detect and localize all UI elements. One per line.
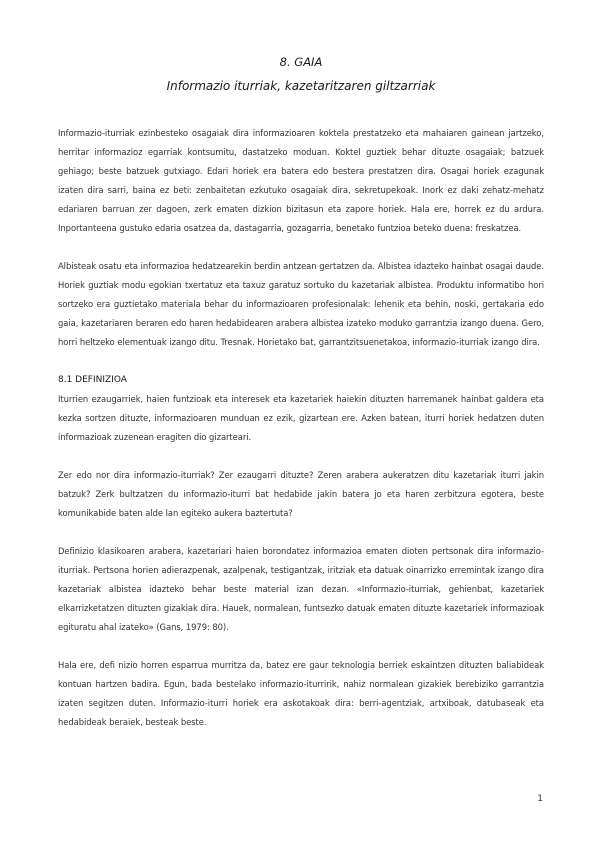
section-paragraph: Iturrien ezaugarriek, haien funtzioak eta interesek eta kazetariek haiekin dituzten harremanek hainbat galdera eta kezka sortzen dituzte, informazioaren munduan ez ezik, gizartean ere. Azken batean, iturri horiek hedatzen duten informazioak zuzenean eragiten dio gizarteari. (58, 394, 544, 442)
section-paragraph: Zer edo nor dira informazio-iturriak? Zer ezaugarri dituzte? Zeren arabera aukeratzen ditu kazetariak iturri jakin batzuk? Zerk bultzatzen du informazio-iturri bat hedabide jakin batera jo eta haren zerbitzura egotera, beste komunikabide baten alde lan egiteko aukera baztertuta? (58, 470, 544, 518)
section-paragraph: Hala ere, defi nizio horren esparrua murritza da, batez ere gaur teknologia berriek eskaintzen dituzten baliabideak kontuan hartzen badira. Egun, bada bestelako informazio-iturririk, nahiz normalean gizakiek berebiziko garrantzia izaten segitzen duten. Informazio-iturri horiek era askotakoak dira: berri-agentziak, artxiboak, datubaseak eta hedabideak beraiek, besteak beste. (58, 660, 544, 727)
document-page (58, 52, 544, 732)
section-paragraph: Definizio klasikoaren arabera, kazetariari haien borondatez informazioa ematen dioten pertsonak dira informazio-iturriak. Pertsona horien adierazpenak, azalpenak, testigantzak, iritziak eta datuak oinarrizko erremintak izango dira kazetariak albistea idazteko behar beste material izan dezan. «Informazio-iturriak, gehienbat, kazetariek elkarrizketatzen dituzten gizakiak dira. Hauek, normalean, funtsezko datuak ematen dituzte kazetariek informazioak egituratu ahal izateko» (Gans, 1979: 80). (58, 546, 544, 632)
chapter-title: Informazio iturriak, kazetaritzaren giltzarriak (166, 79, 436, 93)
section-heading: 8.1 DEFINIZIOA (58, 375, 127, 385)
intro-paragraph: Informazio-iturriak ezinbesteko osagaiak dira informazioaren koktela prestatzeko eta mahaiaren gainean jartzeko, herritar informazioz egarriak kontsumitu, dastatzeko moduan. Koktel guztiek behar dituzte osagaiak; batzuek gehiago; beste batzuek gutxiago. Edari horiek era batera edo bestera prestatzen dira. Osagai horiek ezagunak izaten dira sarri, baina ez beti: zenbaitetan ezkutuko osagaiak dira, sekretupekoak. Inork ez daki zehatz-mehatz edariaren barruan zer dagoen, zerk ematen dizkion bizitasun eta zapore horiek. Hala ere, horrek ez du ardura. Inportanteena gustuko edaria osatzea da, dastagarria, gozagarria, benetako funtzioa beteko duena: freskatzea. (58, 128, 544, 233)
page-number: 1 (537, 794, 543, 804)
intro-paragraph: Albisteak osatu eta informazioa hedatzearekin berdin antzean gertatzen da. Albistea idazteko hainbat osagai daude. Horiek guztiak modu egokian txertatuz eta taxuz garatuz sortuko du kazetariak albistea. Produktu informatibo hori sortzeko era guztietako materiala behar du informazioaren profesionalak: lehenik eta behin, noski, gertakaria edo gaia, kazetariaren beraren edo haren hedabidearen arabera albistea izateko moduko garrantzia izango duena. Gero, horri heltzeko elementuak izango ditu. Tresnak. Horietako bat, garrantzitsuenetakoa, informazio-iturriak izango dira. (58, 261, 544, 347)
chapter-number: 8. GAIA (279, 55, 323, 69)
